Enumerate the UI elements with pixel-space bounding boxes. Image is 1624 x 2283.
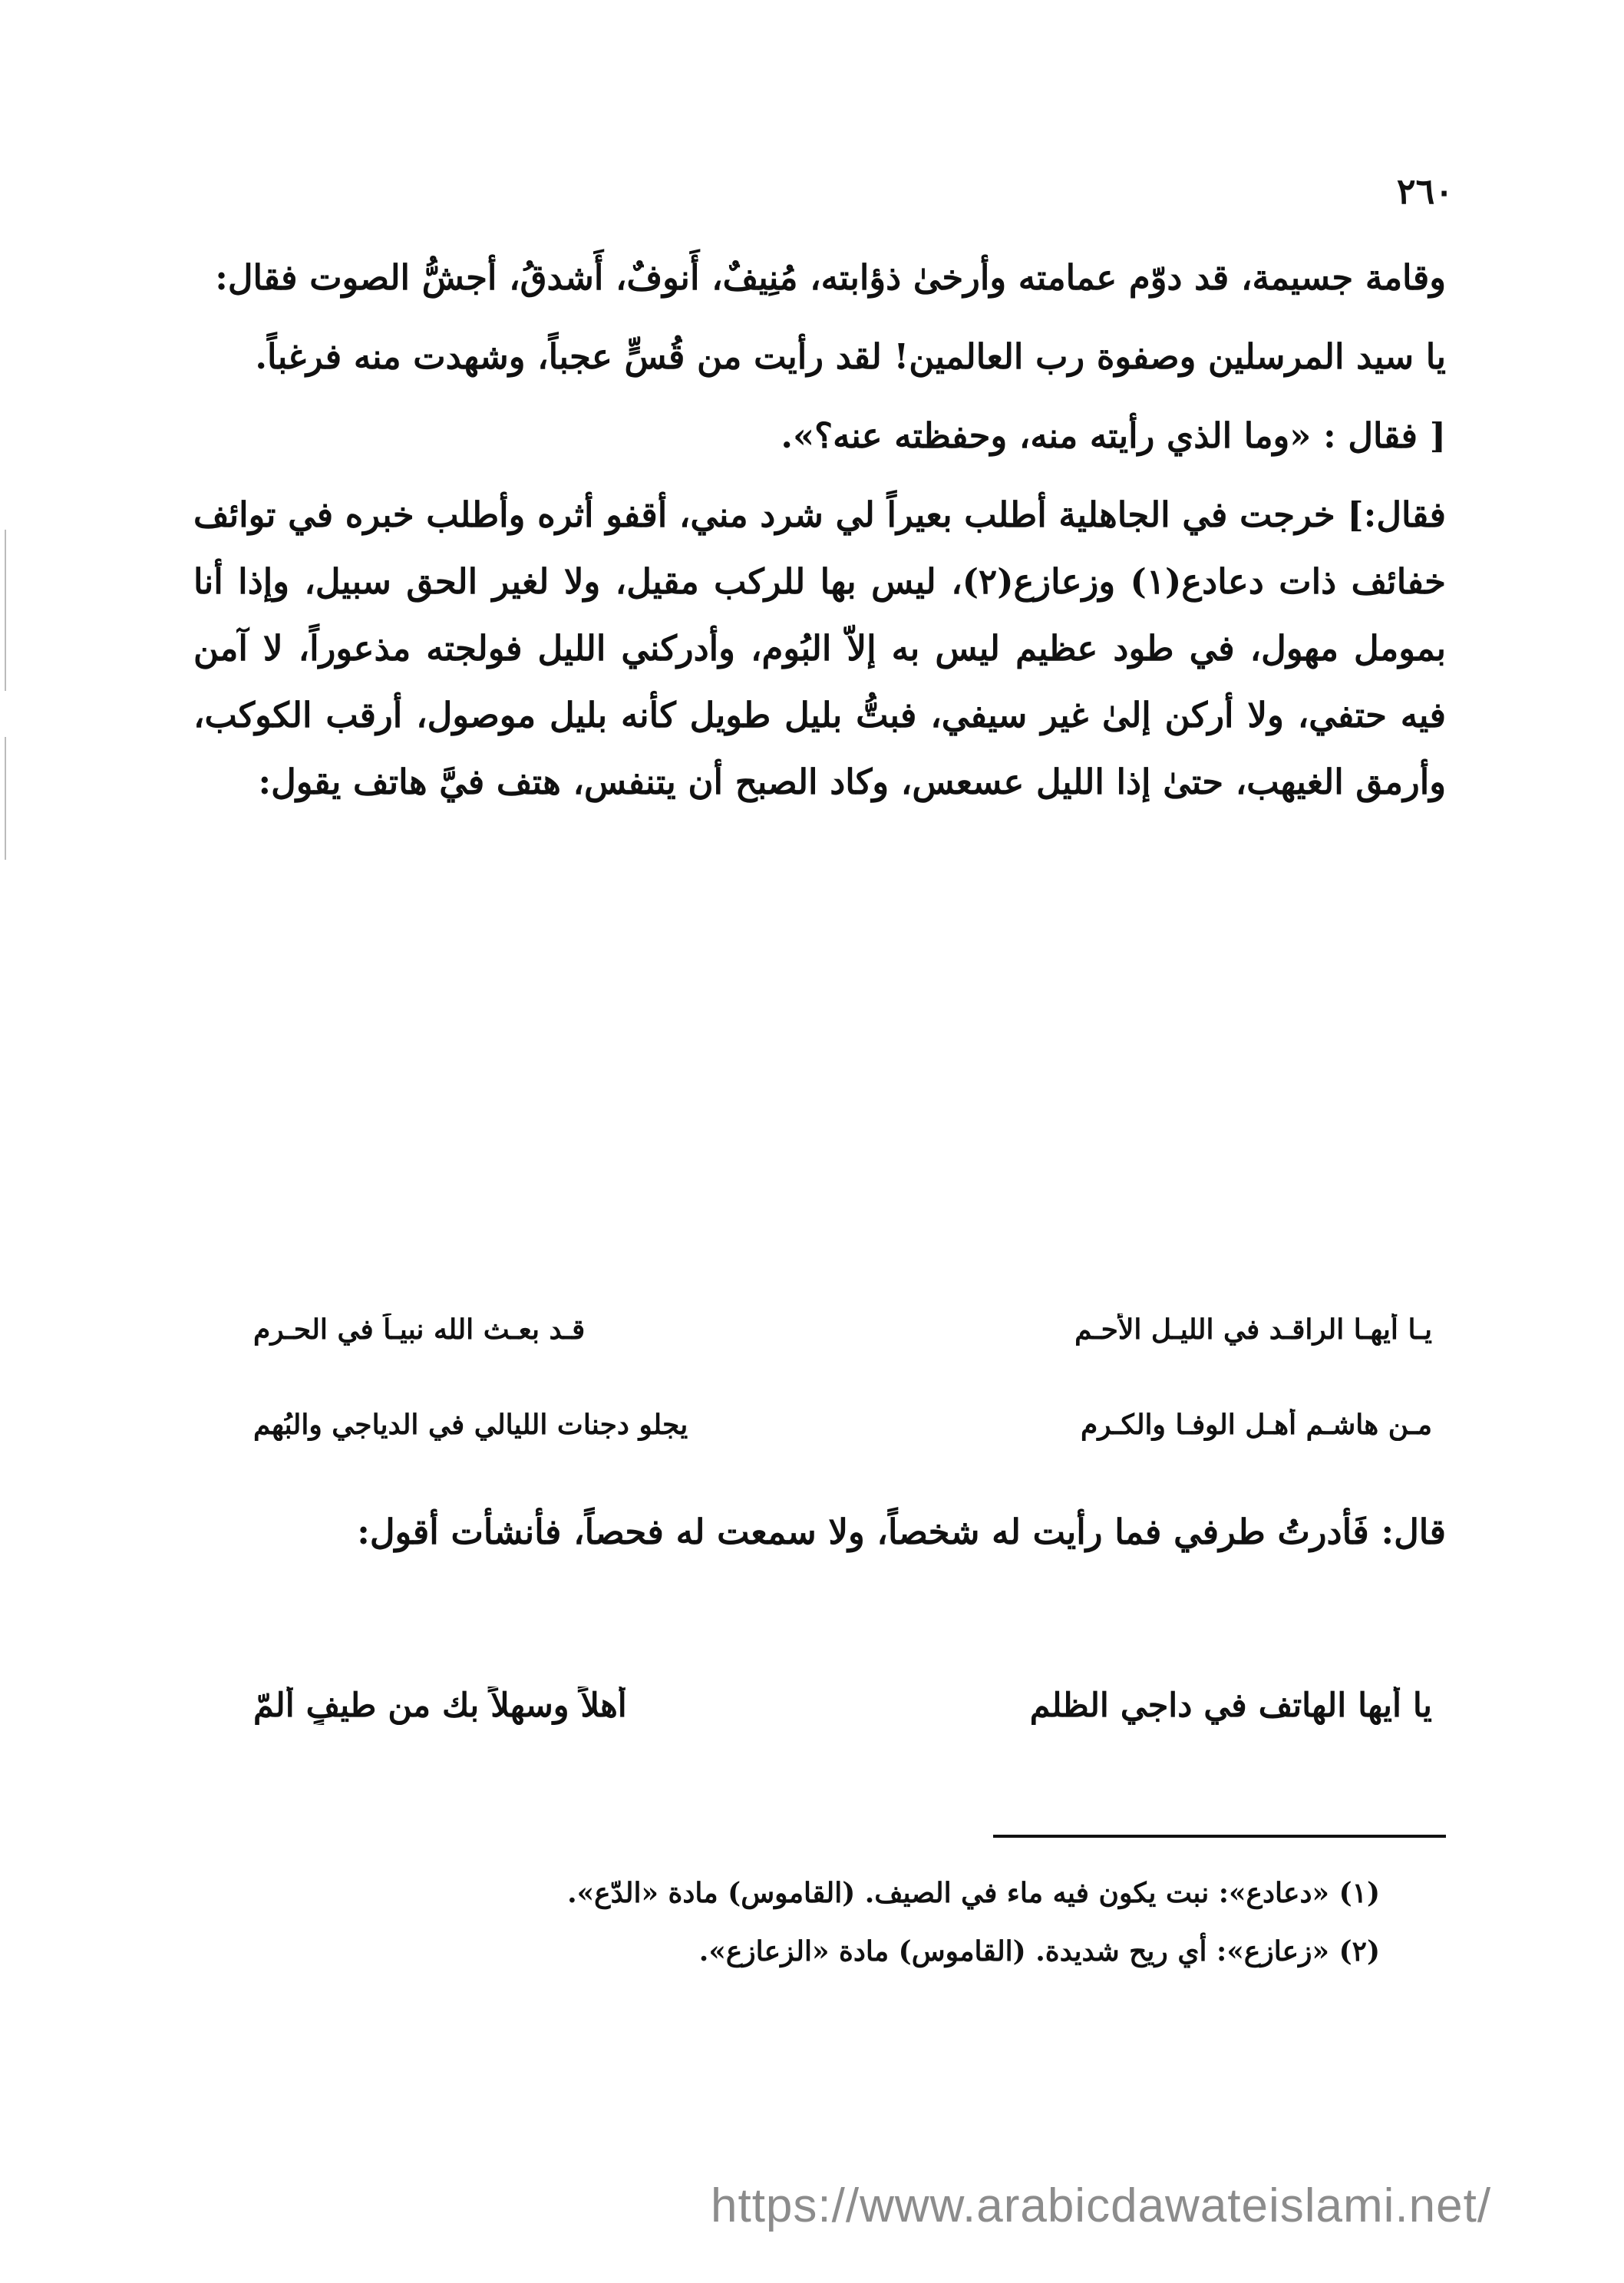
footnote-separator [993, 1835, 1446, 1838]
main-text [193, 244, 1446, 828]
verse-first-hemistich: مـن هاشـم أهـل الوفـا والكـرم [1080, 1409, 1432, 1441]
paragraph: فقال:] خرجت في الجاهلية أطلب بعيراً لي شرد مني، أقفو أثره وأطلب خبره في توائف خفائف ذات دعادع(١) وزعازع(٢)، ليس بها للركب مقيل، ولا لغير الحق سبيل، وإذا أنا بمومل مهول، في طود عظيم ليس به إلاّ البُوم، وأدركني الليل فولجته مذعوراً، لا آمن فيه حتفي، ولا أركن إلىٰ غير سيفي، فبتُّ بليل طويل كأنه بليل موصول، أرقب الكوكب، وأرمق الغيهب، حتىٰ إذا الليل عسعس، وكاد الصبح أن يتنفس، هتف فيَّ هاتف يقول: [193, 494, 1446, 802]
footnotes [193, 1864, 1380, 1981]
scan-edge-mark [5, 530, 6, 691]
footnote: (١) «دعادع»: نبت يكون فيه ماء في الصيف. (القاموس) مادة «الدّع». [567, 1877, 1380, 1909]
paragraph: وقامة جسيمة، قد دوّم عمامته وأرخىٰ ذؤابته، مُنِيفٌ، أَنوفٌ، أَشدقُ، أجشُّ الصوت فقال: [215, 257, 1446, 298]
poem-verses [253, 1658, 1432, 1753]
paragraph: [ فقال : «وما الذي رأيته منه، وحفظته عنه؟». [781, 415, 1446, 456]
verse-second-hemistich: قـد بعـث الله نبيـاً في الحـرم [253, 1313, 586, 1346]
narration-text [193, 1498, 1446, 1578]
paragraph: يا سيد المرسلين وصفوة رب العالمين! لقد رأيت من قُسٍّ عجباً، وشهدت منه فرغباً. [255, 336, 1446, 377]
footnote: (٢) «زعازع»: أي ريح شديدة. (القاموس) مادة «الزعازع». [698, 1935, 1380, 1967]
verse-line [253, 1282, 1432, 1377]
verse-first-hemistich: يـا أيهـا الراقـد في الليـل الأحـم [1074, 1313, 1432, 1346]
poem-verses [253, 1282, 1432, 1472]
watermark-url: https://www.arabicdawateislami.net/ [711, 2179, 1492, 2232]
page-number: ٢٦٠ [1396, 170, 1454, 212]
scan-edge-mark [5, 737, 6, 860]
verse-second-hemistich: أهلاً وسهلاً بك من طيفٍ ألمّ [253, 1687, 627, 1725]
verse-line [253, 1377, 1432, 1472]
verse-second-hemistich: يجلو دجنات الليالي في الدياجي والبُهم [253, 1409, 688, 1441]
verse-line [253, 1658, 1432, 1753]
paragraph: قال: فَأدرتُ طرفي فما رأيت له شخصاً، ولا سمعت له فحصاً، فأنشأت أقول: [357, 1512, 1446, 1552]
verse-first-hemistich: يا أيها الهاتف في داجي الظلم [1029, 1687, 1432, 1725]
